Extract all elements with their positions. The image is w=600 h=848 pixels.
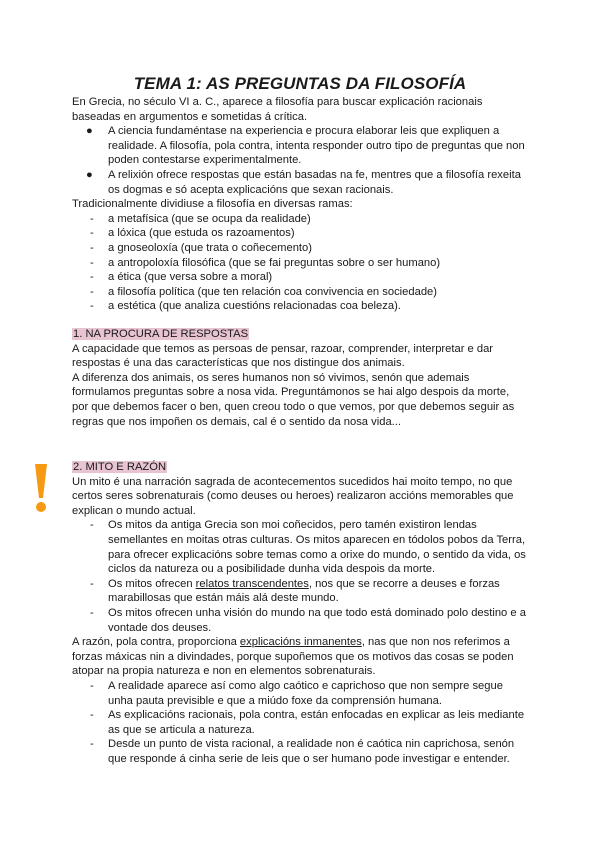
list-item: - Os mitos da antiga Grecia son moi coñecidos, pero tamén existiron lendas semellantes en moitas otras culturas. Os mitos aparecen en tódolos pobos da Terra, para ofrecer explicacións sobre temas como a orixe do mundo, o sentido da vida, os ciclos da natureza ou a posibilidade dunha vida despois da morte.: [90, 519, 526, 576]
intro-block: [72, 95, 528, 314]
bullet-icon: ●: [86, 125, 93, 138]
list-item: - a estética (que analiza cuestións relacionadas coa beleza).: [90, 300, 401, 313]
list-item: - Desde un punto de vista racional, a realidade non é caótica nin caprichosa, senón que responde á cinha serie de leis que o ser humano pode investigar e entender.: [90, 738, 515, 765]
list-item: - a metafísica (que se ocupa da realidade): [90, 212, 311, 225]
section-1-heading: 1. NA PROCURA DE RESPOSTAS: [73, 328, 249, 340]
underlined-term: explicacións inmanentes: [239, 636, 362, 649]
branches-intro: Tradicionalmente dividiuse a filosofía en diversas ramas:: [72, 198, 353, 211]
list-item: - Os mitos ofrecen relatos transcendentes, nos que se recorre a deuses e forzas marabillosas que están máis alá deste mundo.: [90, 577, 500, 605]
section-1-paragraph-1: A capacidade que temos as persoas de pensar, razoar, comprender, interpretar e dar respostas é una das características que nos distingue dos animais.: [72, 342, 494, 370]
list-item: - As explicacións racionais, pola contra, están enfocadas en explicar as leis mediante as que se articula a natureza.: [90, 709, 525, 736]
list-item: - a ética (que versa sobre a moral): [90, 271, 273, 284]
bullet-icon: ●: [86, 168, 93, 181]
list-item: - a antropoloxía filosófica (que se fai preguntas sobre o ser humano): [90, 256, 441, 269]
exclamation-icon: [28, 462, 54, 514]
section-1-paragraph-2: A diferenza dos animais, os seres humanos non só vivimos, senón que ademais formulamos preguntas sobre a nosa vida. Preguntámonos se hai algo despois da morte, por que debemos facer o ben, quen creou todo o que vemos, por que debemos seguir as regras que nos impoñen os demais, cal é o sentido da nosa vida...: [72, 371, 515, 428]
intro-bullet-list: [72, 124, 528, 197]
intro-paragraph: En Grecia, no século VI a. C., aparece a filosofía para buscar explicación racionais baseadas en argumentos e sometidas á crítica.: [72, 96, 483, 123]
list-item: - a filosofía política (que ten relación coa convivencia en sociedade): [90, 285, 437, 298]
mito-list: [72, 518, 528, 635]
list-item: - a lóxica (que estuda os razoamentos): [90, 227, 295, 240]
list-item: ● A relixión ofrece respostas que están basadas na fe, mentres que a filosofía rexeita os dogmas e só acepta explicacións que sexan racionais.: [86, 168, 521, 196]
section-1: [72, 327, 528, 429]
list-item: ● A ciencia fundaméntase na experiencia e procura elaborar leis que expliquen a realidade. A filosofía, pola contra, intenta responder outro tipo de preguntas que non poden contestarse experimentalmente.: [86, 125, 525, 167]
list-item: - A realidade aparece así como algo caótico e caprichoso que non sempre segue unha pauta previsible e que a miúdo foxe da comprensión humana.: [90, 679, 503, 707]
section-2-heading: 2. MITO E RAZÓN: [73, 461, 167, 473]
razon-paragraph: A razón, pola contra, proporciona explicacións inmanentes, nas que non nos referimos a forzas máxicas nin a divindades, porque supoñemos que os motivos das cosas se poden atopar na propia natureza e non en elementos sobrenaturais.: [72, 636, 514, 678]
underlined-term: relatos transcendentes: [195, 577, 309, 590]
page-title: TEMA 1: AS PREGUNTAS DA FILOSOFÍA: [133, 74, 467, 93]
razon-list: [72, 679, 528, 767]
branches-list: [72, 212, 528, 314]
mito-paragraph: Un mito é una narración sagrada de acontecementos sucedidos hai moito tempo, no que certos seres sobrenaturais (como deuses ou heroes) realizaron accións memorables que explican o mundo actual.: [72, 475, 514, 517]
list-item: - Os mitos ofrecen unha visión do mundo na que todo está dominado polo destino e a vontade dos deuses.: [90, 606, 526, 634]
list-item: - a gnoseoloxía (que trata o coñecemento): [90, 241, 312, 254]
section-2: [72, 460, 528, 766]
